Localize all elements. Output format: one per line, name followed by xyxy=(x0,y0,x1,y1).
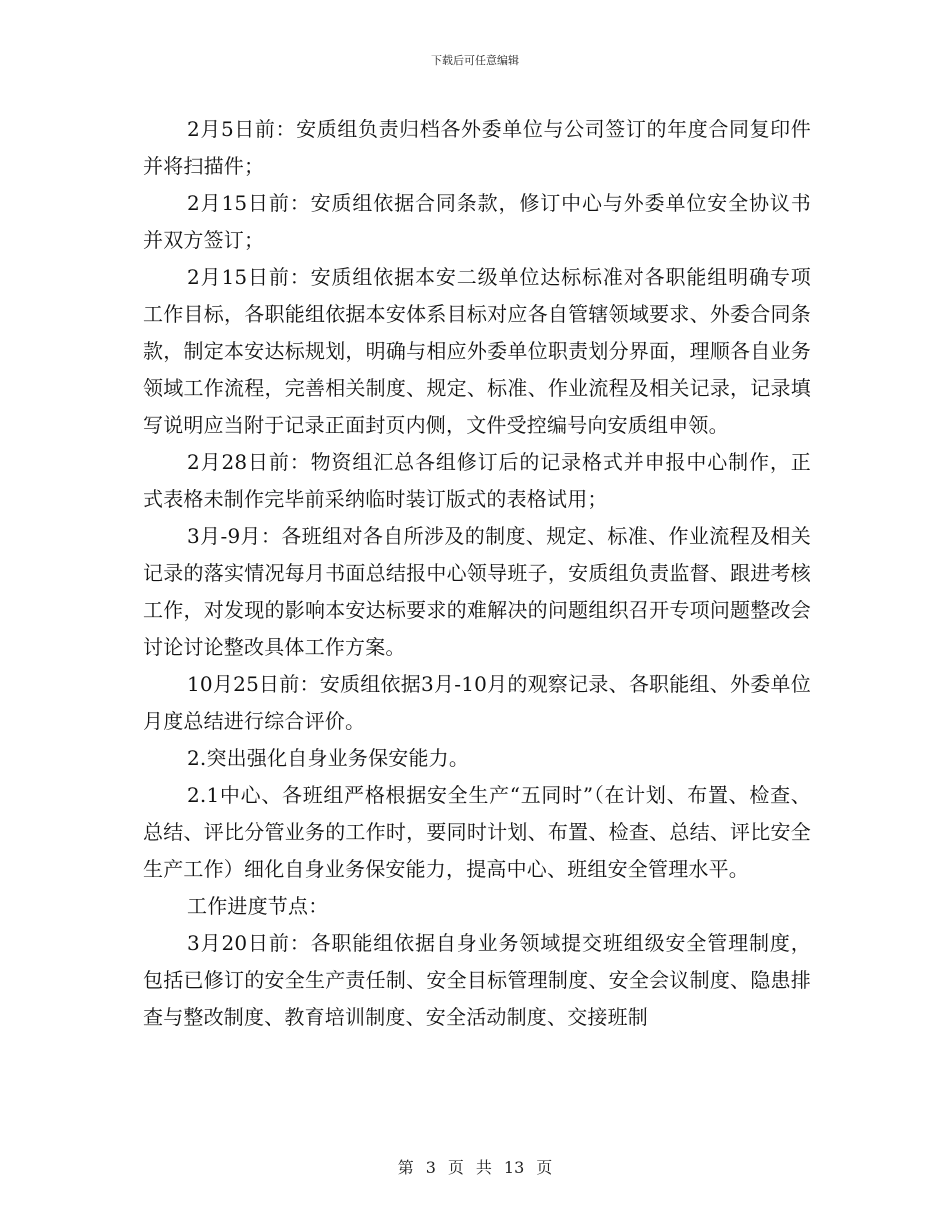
page-footer xyxy=(0,1158,950,1178)
paragraph-1: 2月5日前：安质组负责归档各外委单位与公司签订的年度合同复印件并将扫描件； xyxy=(143,117,811,178)
paragraph-4: 2月28日前：物资组汇总各组修订后的记录格式并申报中心制作，正式表格未制作完毕前采纳临时装订版式的表格试用； xyxy=(143,450,811,511)
section-heading: 2.突出强化自身业务保安能力。 xyxy=(187,746,470,770)
footer-total-pages: 13 xyxy=(503,1158,525,1177)
footer-page-number: 3 xyxy=(425,1158,436,1177)
page-header: 下载后可任意编辑 xyxy=(431,54,519,67)
paragraph-6: 10月25日前：安质组依据3月-10月的观察记录、各职能组、外委单位月度总结进行综合评价。 xyxy=(143,672,811,733)
schedule-heading: 工作进度节点： xyxy=(187,894,329,918)
paragraph-7: 2.1中心、各班组严格根据安全生产“五同时”（在计划、布置、检查、总结、评比分管业务的工作时，要同时计划、布置、检查、总结、评比安全生产工作）细化自身业务保安能力，提高中心、班组安全管理水平。 xyxy=(143,783,811,881)
paragraph-5: 3月-9月：各班组对各自所涉及的制度、规定、标准、作业流程及相关记录的落实情况每月书面总结报中心领导班子，安质组负责监督、跟进考核工作，对发现的影响本安达标要求的难解决的问题组织召开专项问题整改会讨论讨论整改具体工作方案。 xyxy=(143,524,811,659)
footer-suffix: 页 xyxy=(536,1158,553,1177)
footer-page-label: 页 xyxy=(447,1158,464,1177)
paragraph-8: 3月20日前：各职能组依据自身业务领域提交班组级安全管理制度，包括已修订的安全生产责任制、安全目标管理制度、安全会议制度、隐患排查与整改制度、教育培训制度、安全活动制度、交接班制 xyxy=(143,931,811,1029)
footer-prefix: 第 xyxy=(397,1158,414,1177)
paragraph-2: 2月15日前：安质组依据合同条款，修订中心与外委单位安全协议书并双方签订； xyxy=(143,191,811,252)
paragraph-3: 2月15日前：安质组依据本安二级单位达标标准对各职能组明确专项工作目标，各职能组依据本安体系目标对应各自管辖领域要求、外委合同条款，制定本安达标规划，明确与相应外委单位职责划分界面，理顺各自业务领域工作流程，完善相关制度、规定、标准、作业流程及相关记录，记录填写说明应当附于记录正面封页内侧，文件受控编号向安质组申领。 xyxy=(143,265,811,437)
footer-total-label: 共 xyxy=(475,1158,492,1177)
document-body xyxy=(143,111,811,1036)
